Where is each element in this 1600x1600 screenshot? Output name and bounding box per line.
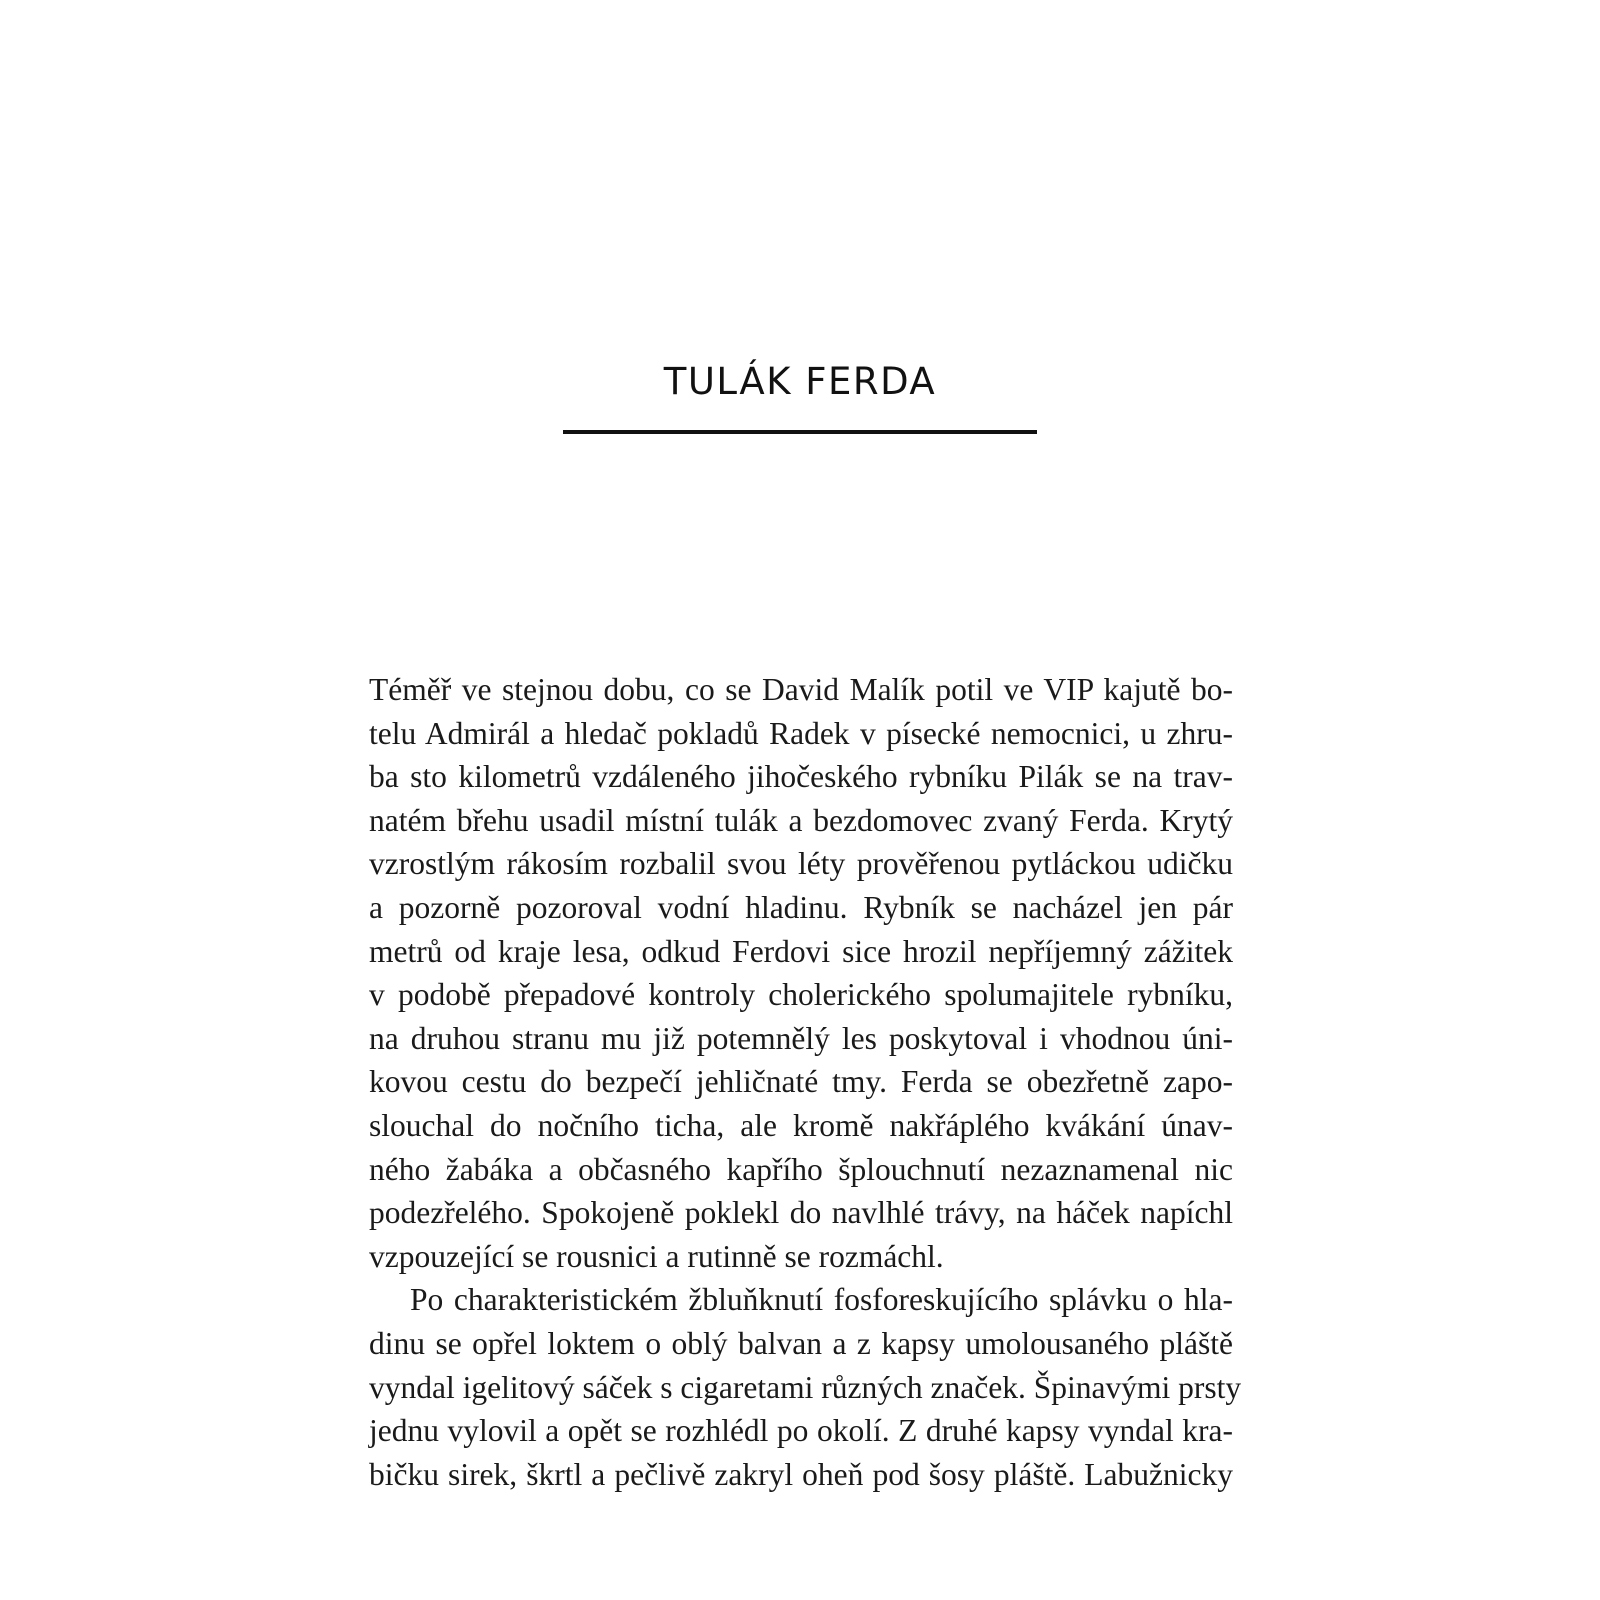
text-line: ba sto kilometrů vzdáleného jihočeského rybníku Pilák se na trav- xyxy=(369,759,1233,795)
text-line: v podobě přepadové kontroly cholerického spolumajitele rybníku, xyxy=(369,977,1233,1013)
title-underline xyxy=(563,430,1037,434)
text-line: slouchal do nočního ticha, ale kromě nakřáplého kvákání únav- xyxy=(369,1107,1233,1143)
text-line: jednu vylovil a opět se rozhlédl po okolí. Z druhé kapsy vyndal kra- xyxy=(369,1413,1233,1449)
text-line: dinu se opřel loktem o oblý balvan a z kapsy umolousaného pláště xyxy=(369,1325,1233,1361)
text-line: na druhou stranu mu již potemnělý les poskytoval i vhodnou úni- xyxy=(369,1020,1233,1056)
text-line: vyndal igelitový sáček s cigaretami různých značek. Špinavými prsty xyxy=(369,1369,1242,1405)
text-line: vzrostlým rákosím rozbalil svou léty prověřenou pytláckou udičku xyxy=(369,846,1233,882)
text-line: a pozorně pozoroval vodní hladinu. Rybník se nacházel jen pár xyxy=(369,889,1233,925)
text-line: bičku sirek, škrtl a pečlivě zakryl oheň pod šosy pláště. Labužnicky xyxy=(369,1456,1233,1492)
text-line: metrů od kraje lesa, odkud Ferdovi sice hrozil nepříjemný zážitek xyxy=(369,933,1233,969)
text-line: ného žabáka a občasného kapřího šplouchnutí nezaznamenal nic xyxy=(369,1151,1233,1187)
text-line: vzpouzející se rousnici a rutinně se rozmáchl. xyxy=(369,1238,944,1274)
text-line: Po charakteristickém žbluňknutí fosforeskujícího splávku o hla- xyxy=(410,1282,1233,1318)
text-line: Téměř ve stejnou dobu, co se David Malík potil ve VIP kajutě bo- xyxy=(369,672,1233,707)
text-line: natém břehu usadil místní tulák a bezdomovec zvaný Ferda. Krytý xyxy=(369,802,1233,838)
text-line: podezřelého. Spokojeně poklekl do navlhlé trávy, na háček napíchl xyxy=(369,1195,1233,1231)
paragraph-1 xyxy=(369,668,1233,1278)
text-line: kovou cestu do bezpečí jehličnaté tmy. Ferda se obezřetně zapo- xyxy=(369,1064,1233,1100)
chapter-body xyxy=(369,668,1242,1496)
chapter-title: TULÁK FERDA xyxy=(663,360,937,403)
paragraph-2 xyxy=(369,1278,1242,1496)
text-line: telu Admirál a hledač pokladů Radek v písecké nemocnici, u zhru- xyxy=(369,715,1233,751)
